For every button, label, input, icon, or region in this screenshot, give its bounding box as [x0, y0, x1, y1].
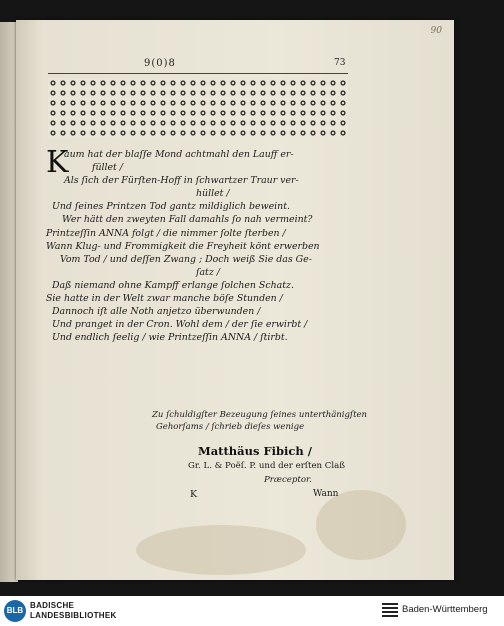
page-header-ornament-text: 9(0)8 [144, 58, 176, 69]
foliation-number: 90 [430, 26, 442, 36]
catchword: Wann [313, 489, 339, 499]
blb-logo-icon[interactable]: BLB [4, 600, 26, 622]
poem-line: Und ſeines Printzen Tod gantz mildiglich beweint. [52, 201, 290, 213]
poem-line: Vom Tod / und deſſen Zwang ; Doch weiß Sie das Ge- [60, 253, 312, 265]
signature-mark: K [190, 489, 198, 500]
library-name-line: BADISCHE [30, 601, 75, 610]
dedication-line: Zu ſchuldigſter Bezeugung ſeines unterthänigſten [152, 410, 367, 420]
water-stain [136, 525, 306, 575]
poem-line: Und pranget in der Cron. Wohl dem / der ſie erwirbt / [52, 319, 308, 331]
poem-line: Und endlich ſeelig / wie Printzeſſin ANNA / ſtirbt. [52, 332, 288, 344]
author-name: Matthäus Fibich / [198, 444, 312, 458]
poem-line: Printzeſſin ANNA folgt / die nimmer ſolte ſterben / [46, 227, 286, 239]
drop-cap: K [46, 145, 69, 180]
library-name-line: LANDESBIBLIOTHEK [30, 611, 117, 620]
poem-line: Sie hatte in der Welt zwar manche böſe Stunden / [46, 293, 283, 305]
poem-line: ſatz / [196, 266, 220, 278]
author-role: Præceptor. [264, 475, 312, 485]
library-name[interactable] [30, 601, 117, 621]
header-rule [48, 73, 348, 74]
dedication-line: Gehorſams / ſchrieb dieſes wenige [156, 422, 305, 432]
page-number: 73 [334, 58, 346, 68]
poem-text [46, 145, 366, 344]
provider-footer [0, 596, 504, 626]
dedication [152, 409, 382, 433]
poem-line: Dannoch iſt alle Noth anjetzo überwunden / [52, 306, 261, 318]
poem-line: Daß niemand ohne Kampff erlange ſolchen Schatz. [52, 279, 294, 291]
coat-of-arms-icon [382, 603, 398, 618]
author-title: Gr. L. & Poëſ. P. und der erſten Claß [188, 461, 345, 471]
poem-line: Wer hätt den zweyten Fall damahls ſo nah vermeint? [62, 214, 313, 226]
poem-line: aum hat der blaſſe Mond achtmahl den Lauff er- [64, 149, 294, 160]
poem-line: Als ſich der Fürſten-Hoff in ſchwartzer Traur ver- [64, 175, 299, 187]
poem-line: Wann Klug- und Frommigkeit die Freyheit könt erwerben [46, 240, 320, 252]
document-page [16, 20, 454, 580]
state-name[interactable]: Baden-Württemberg [402, 604, 488, 615]
decorative-border-ornament [48, 78, 348, 138]
water-stain [316, 490, 406, 560]
poem-line: hüllet / [196, 188, 230, 200]
poem-line: füllet / [92, 162, 123, 174]
